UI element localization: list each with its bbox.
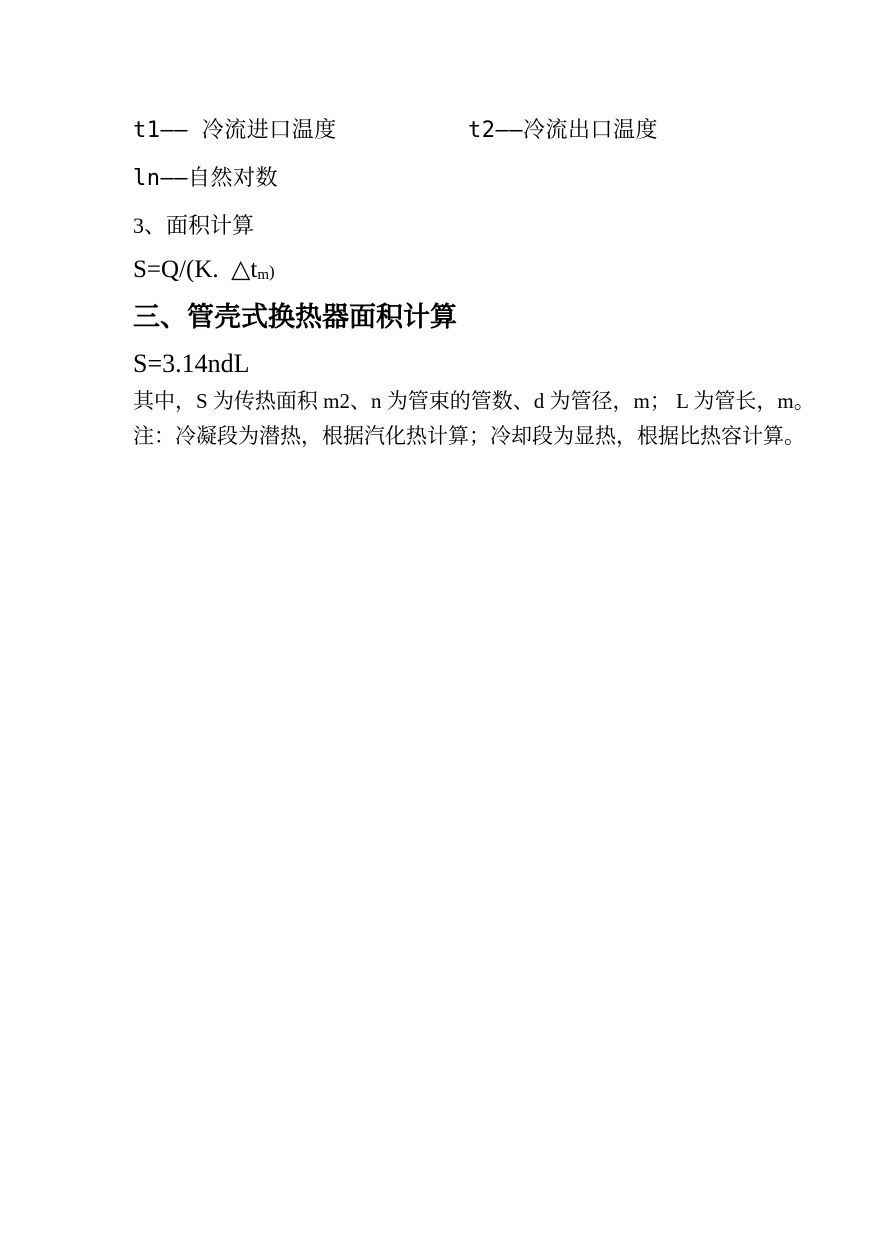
formula-area-lmtd xyxy=(133,256,275,287)
formula-lmtd-main: S=Q/(K. △t xyxy=(133,256,258,283)
formula-lmtd-close-paren: ) xyxy=(268,262,275,281)
definition-ln-natural-log: ln——自然对数 xyxy=(133,166,278,191)
formula-shell-tube-area: S=3.14ndL xyxy=(133,349,250,378)
note-latent-sensible-heat: 注：冷凝段为潜热，根据汽化热计算；冷却段为显热，根据比热容计算。 xyxy=(133,424,805,448)
list-item-area-calculation: 3、面积计算 xyxy=(133,213,255,238)
formula-lmtd-subscript-m: m xyxy=(257,267,269,283)
definition-t2-cold-outlet-temp: t2——冷流出口温度 xyxy=(468,118,658,143)
explanation-variables: 其中，S 为传热面积 m2、n 为管束的管数、d 为管径，m； L 为管长，m。 xyxy=(133,389,815,413)
definition-t1-cold-inlet-temp: t1—— 冷流进口温度 xyxy=(133,118,337,143)
section-heading-shell-tube-exchanger: 三、管壳式换热器面积计算 xyxy=(133,302,457,332)
